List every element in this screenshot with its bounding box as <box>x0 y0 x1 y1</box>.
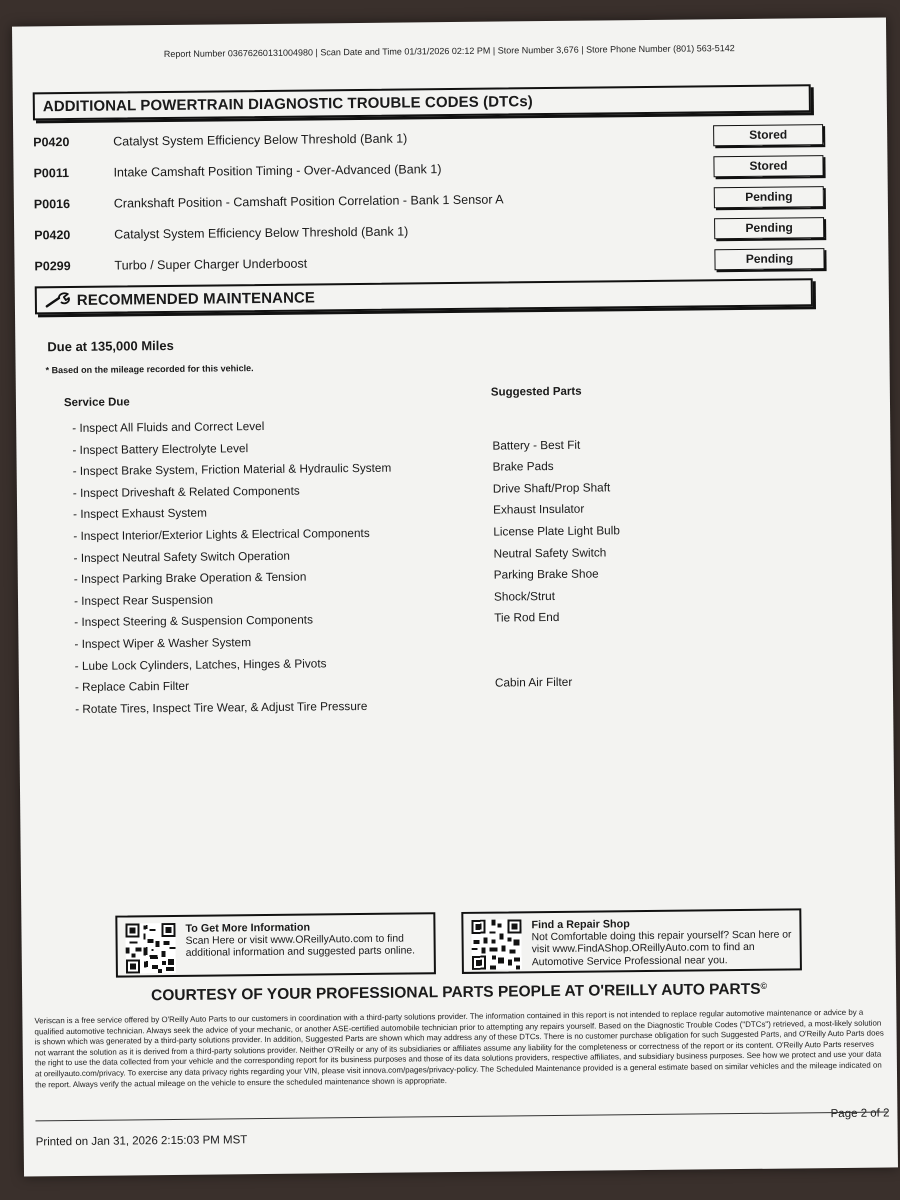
dtc-code: P0420 <box>33 135 70 150</box>
service-item: - Rotate Tires, Inspect Tire Wear, & Adjust Tire Pressure <box>75 698 368 716</box>
service-item: - Inspect Battery Electrolyte Level <box>72 440 249 457</box>
suggested-part: Brake Pads <box>492 459 554 474</box>
wrench-icon <box>45 292 71 308</box>
printed-timestamp: Printed on Jan 31, 2026 2:15:03 PM MST <box>35 1134 248 1149</box>
dtc-section-title-text: ADDITIONAL POWERTRAIN DIAGNOSTIC TROUBLE CODES (DTCs) <box>42 92 533 115</box>
page-number: Page 2 of 2 <box>830 1107 890 1121</box>
dtc-code: P0011 <box>33 166 70 181</box>
report-header: Report Number 036762601310049​80 | Scan Date and Time 01/31/2026 02:12 PM | Store Number 3,676 | Store Phone Number (801) 563-5142 <box>163 43 735 60</box>
dtc-row <box>34 184 824 216</box>
service-item: - Inspect All Fluids and Correct Level <box>72 418 265 435</box>
footer-divider <box>35 1112 887 1122</box>
courtesy-text: COURTESY OF YOUR PROFESSIONAL PARTS PEOPLE AT O'REILLY AUTO PARTS <box>151 980 761 1005</box>
more-info-box[interactable] <box>115 912 436 977</box>
dtc-status-badge: Stored <box>713 124 823 146</box>
mileage-note: * Based on the mileage recorded for this vehicle. <box>45 363 254 376</box>
dtc-row <box>33 153 823 185</box>
maintenance-section-title <box>35 278 813 314</box>
qr-code-icon[interactable] <box>125 923 176 974</box>
suggested-part: Neutral Safety Switch <box>493 544 607 561</box>
suggested-part: Shock/Strut <box>493 588 556 604</box>
repair-shop-box[interactable] <box>461 908 802 974</box>
more-info-text <box>185 920 425 960</box>
qr-code-icon[interactable] <box>471 919 522 970</box>
suggested-part <box>495 692 755 716</box>
suggested-part: Parking Brake Shoe <box>493 566 599 582</box>
dtc-row <box>34 215 824 247</box>
suggested-part <box>492 411 752 435</box>
service-item: - Lube Lock Cylinders, Latches, Hinges & Pivots <box>74 655 327 673</box>
suggested-part <box>494 627 754 651</box>
report-page <box>12 17 898 1176</box>
suggested-part: Cabin Air Filter <box>494 674 573 690</box>
service-item: - Inspect Neutral Safety Switch Operation <box>73 548 291 565</box>
suggested-parts-header: Suggested Parts <box>490 385 582 399</box>
dtc-code: P0016 <box>33 197 71 212</box>
repair-shop-text <box>531 916 792 969</box>
service-item: - Inspect Steering & Suspension Components <box>74 612 314 630</box>
dtc-code: P0420 <box>34 228 71 243</box>
repair-shop-title: Find a Repair Shop <box>531 918 630 932</box>
copyright-mark: © <box>760 980 768 991</box>
dtc-section-title <box>33 84 811 120</box>
service-item: - Inspect Rear Suspension <box>73 592 214 608</box>
dtc-description: Catalyst System Efficiency Below Threshold (Bank 1) <box>114 224 409 242</box>
repair-shop-body: Not Comfortable doing this repair yourself? Scan here or visit www.FindAShop.OReillyAuto.com to find an Automotive Service Professional near you. <box>531 928 792 968</box>
suggested-part: Tie Rod End <box>494 610 560 625</box>
service-item: - Inspect Driveshaft & Related Components <box>72 483 300 500</box>
disclaimer-text: Veriscan is a free service offered by O'Reilly Auto Parts to our customers in coordination with a third-party solutions provider. The information contained in this report is not intended to replace regular automotive maintenance or advice by a qualified automotive technician. Always seek the advice of your mechanic, or another ASE-certified automobile technician prior to attempting any repairs yourself. Based on the Diagnostic Trouble Codes ("DTCs") retrieved, a most-likely solution is shown which was generated by a third-party solutions provider. In addition, Suggested Parts are shown which may address any of these DTCs. There is no customer purchase obligation for such Suggested Parts, and O'Reilly Auto Parts does not warrant the solution as it is derived from a third-party solutions provider. Neither O'Reilly or any of its subsidiaries or affiliates assume any liability for the completeness or correctness of the report or its content. O'Reilly Auto Parts reserves the right to use the data collected from your vehicle and the corresponding report for its business purposes and those of its data solutions providers, respective affiliates, and subsidiary business purposes. See how we protect and use your data at oreillyauto.com/privacy. To exercise any data privacy rights regarding your VIN, please visit innova.com/pages/privacy-policy. The Scheduled Maintenance provided is a general estimate based on similar vehicles and the mileage indicated on the report. Always verify the actual mileage on the vehicle to ensure the scheduled maintenance shown is appropriate. <box>34 1007 884 1089</box>
service-item: - Replace Cabin Filter <box>74 678 190 695</box>
dtc-description: Catalyst System Efficiency Below Threshold (Bank 1) <box>113 131 408 149</box>
dtc-description: Crankshaft Position - Camshaft Position Correlation - Bank 1 Sensor A <box>113 192 504 211</box>
dtc-status-badge: Pending <box>714 248 824 270</box>
service-due-header: Service Due <box>63 396 130 410</box>
service-item: - Inspect Wiper & Washer System <box>74 635 252 651</box>
parts-list <box>492 411 755 716</box>
suggested-part <box>495 648 755 672</box>
dtc-row <box>34 246 824 278</box>
dtc-row <box>33 122 823 154</box>
due-mileage: Due at 135,000 Miles <box>47 337 174 355</box>
dtc-description: Intake Camshaft Position Timing - Over-Advanced (Bank 1) <box>113 162 442 180</box>
dtc-code: P0299 <box>34 259 71 274</box>
courtesy-banner <box>22 979 896 1006</box>
suggested-part: Battery - Best Fit <box>492 437 581 453</box>
dtc-description: Turbo / Super Charger Underboost <box>114 256 308 273</box>
service-list <box>72 414 475 720</box>
service-item: - Inspect Brake System, Friction Material & Hydraulic System <box>72 460 392 479</box>
dtc-status-badge: Stored <box>713 155 823 177</box>
suggested-part: Drive Shaft/Prop Shaft <box>492 480 611 496</box>
maintenance-section-title-text: RECOMMENDED MAINTENANCE <box>76 288 316 309</box>
suggested-part: Exhaust Insulator <box>493 502 585 517</box>
more-info-body: Scan Here or visit www.OReillyAuto.com to find additional information and suggested parts online. <box>185 933 416 959</box>
service-item: - Inspect Parking Brake Operation & Tension <box>73 569 307 587</box>
dtc-status-badge: Pending <box>714 217 824 239</box>
suggested-part: License Plate Light Bulb <box>493 523 620 539</box>
dtc-status-badge: Pending <box>714 186 824 208</box>
service-item: - Inspect Exhaust System <box>73 505 207 522</box>
more-info-title: To Get More Information <box>185 921 311 935</box>
service-item: - Inspect Interior/Exterior Lights & Electrical Components <box>73 525 370 543</box>
